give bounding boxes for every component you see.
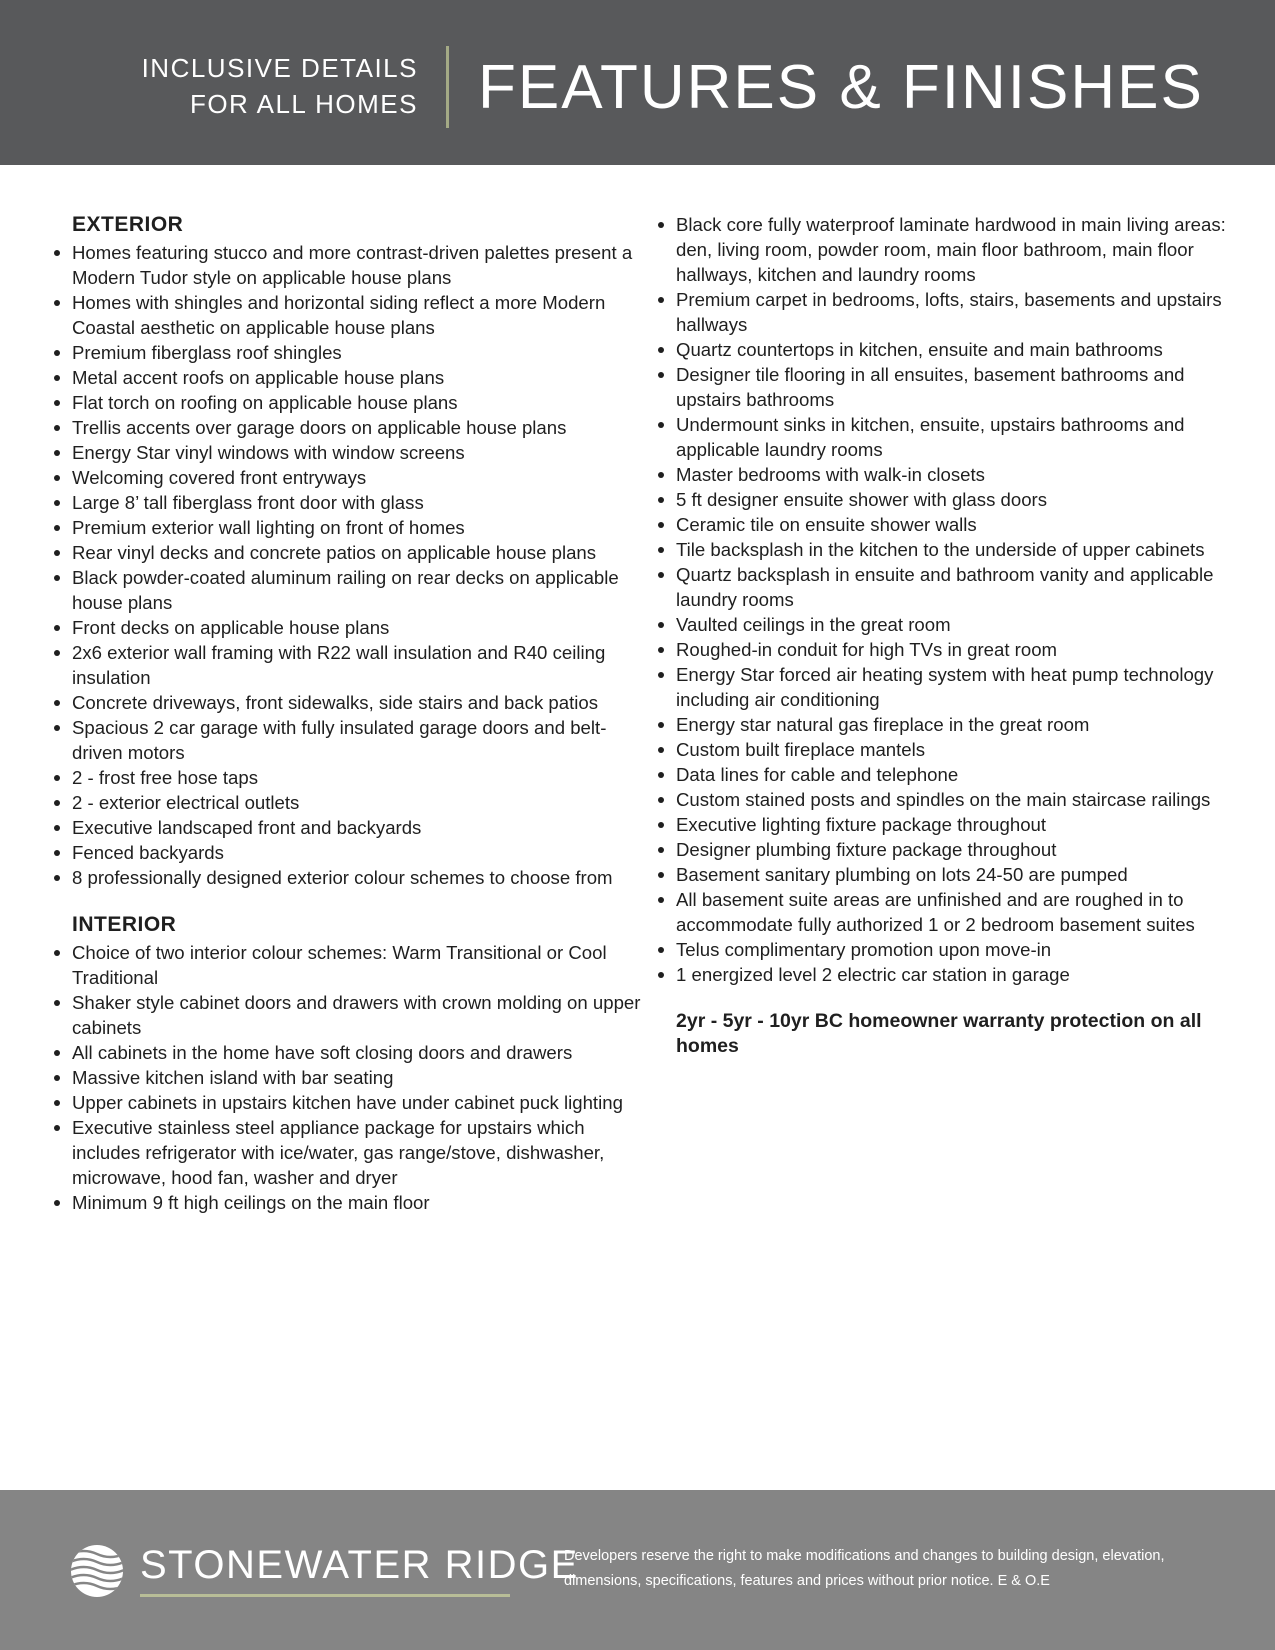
list-item: [52, 465, 642, 490]
list-item-text: Designer tile flooring in all ensuites, basement bathrooms and upstairs bathrooms: [676, 364, 1185, 410]
list-item-text: Homes featuring stucco and more contrast-driven palettes present a Modern Tudor style on applicable house plans: [72, 242, 633, 288]
list-item-text: Concrete driveways, front sidewalks, side stairs and back patios: [72, 692, 599, 713]
bullet-icon: [54, 300, 60, 306]
list-item: [52, 515, 642, 540]
list-item-text: Energy Star vinyl windows with window screens: [72, 442, 465, 463]
left-column: [52, 210, 642, 1215]
list-item-text: Fenced backyards: [72, 842, 224, 863]
bullet-icon: [54, 375, 60, 381]
list-item: [656, 887, 1246, 937]
bullet-icon: [658, 472, 664, 478]
bullet-icon: [54, 875, 60, 881]
exterior-list: [52, 240, 642, 890]
list-item-text: 2x6 exterior wall framing with R22 wall insulation and R40 ceiling insulation: [72, 642, 606, 688]
list-item-text: Front decks on applicable house plans: [72, 617, 390, 638]
list-item-text: All basement suite areas are unfinished and are roughed in to accommodate fully authorized 1 or 2 bedroom basement suites: [676, 889, 1195, 935]
list-item: [656, 937, 1246, 962]
list-item-text: Premium exterior wall lighting on front of homes: [72, 517, 465, 538]
bullet-icon: [54, 1100, 60, 1106]
list-item-text: 1 energized level 2 electric car station in garage: [676, 964, 1070, 985]
bullet-icon: [54, 450, 60, 456]
bullet-icon: [54, 775, 60, 781]
list-item-text: 8 professionally designed exterior colour schemes to choose from: [72, 867, 613, 888]
bullet-icon: [658, 897, 664, 903]
list-item-text: Upper cabinets in upstairs kitchen have under cabinet puck lighting: [72, 1092, 623, 1113]
list-item: [52, 365, 642, 390]
list-item-text: Massive kitchen island with bar seating: [72, 1067, 394, 1088]
bullet-icon: [54, 850, 60, 856]
bullet-icon: [658, 647, 664, 653]
list-item-text: Spacious 2 car garage with fully insulated garage doors and belt-driven motors: [72, 717, 607, 763]
logo-text: STONEWATER RIDGE: [140, 1543, 579, 1587]
list-item-text: Trellis accents over garage doors on applicable house plans: [72, 417, 567, 438]
list-item: [656, 662, 1246, 712]
list-item-text: Premium fiberglass roof shingles: [72, 342, 342, 363]
list-item-text: All cabinets in the home have soft closing doors and drawers: [72, 1042, 573, 1063]
wave-logo-icon: [70, 1544, 124, 1598]
list-item-text: 2 - exterior electrical outlets: [72, 792, 300, 813]
exterior-heading: EXTERIOR: [72, 213, 184, 236]
bullet-icon: [658, 797, 664, 803]
list-item: [52, 865, 642, 890]
bullet-icon: [658, 847, 664, 853]
list-item-text: Premium carpet in bedrooms, lofts, stairs, basements and upstairs hallways: [676, 289, 1222, 335]
bullet-icon: [658, 722, 664, 728]
page-header: [0, 0, 1275, 165]
list-item: [52, 540, 642, 565]
list-item-text: Data lines for cable and telephone: [676, 764, 959, 785]
list-item: [656, 787, 1246, 812]
list-item-text: Welcoming covered front entryways: [72, 467, 367, 488]
bullet-icon: [54, 625, 60, 631]
bullet-icon: [658, 972, 664, 978]
bullet-icon: [54, 1000, 60, 1006]
list-item: [52, 690, 642, 715]
bullet-icon: [658, 672, 664, 678]
list-item-text: Quartz backsplash in ensuite and bathroom vanity and applicable laundry rooms: [676, 564, 1214, 610]
list-item: [52, 815, 642, 840]
interior-heading: INTERIOR: [72, 913, 177, 936]
list-item: [52, 940, 642, 990]
header-subtitle: [98, 50, 418, 122]
bullet-icon: [54, 400, 60, 406]
list-item: [52, 1065, 642, 1090]
list-item: [52, 290, 642, 340]
page-title: FEATURES & FINISHES: [478, 53, 1204, 122]
list-item: [656, 412, 1246, 462]
list-item: [52, 790, 642, 815]
bullet-icon: [658, 822, 664, 828]
page-footer: [0, 1490, 1275, 1650]
list-item-text: Executive lighting fixture package throughout: [676, 814, 1047, 835]
list-item: [52, 565, 642, 615]
bullet-icon: [54, 825, 60, 831]
list-item: [52, 615, 642, 640]
header-subtitle-line1: INCLUSIVE DETAILS: [141, 53, 418, 83]
bullet-icon: [54, 350, 60, 356]
list-item-text: Designer plumbing fixture package throughout: [676, 839, 1057, 860]
list-item: [656, 362, 1246, 412]
list-item: [656, 637, 1246, 662]
list-item: [656, 837, 1246, 862]
bullet-icon: [54, 950, 60, 956]
list-item-text: Ceramic tile on ensuite shower walls: [676, 514, 977, 535]
list-item-text: Shaker style cabinet doors and drawers with crown molding on upper cabinets: [72, 992, 641, 1038]
bullet-icon: [658, 572, 664, 578]
list-item: [52, 990, 642, 1040]
bullet-icon: [54, 575, 60, 581]
list-item: [656, 487, 1246, 512]
list-item-text: Custom built fireplace mantels: [676, 739, 926, 760]
list-item-text: Custom stained posts and spindles on the main staircase railings: [676, 789, 1211, 810]
bullet-icon: [658, 872, 664, 878]
list-item: [656, 812, 1246, 837]
interior-continued-list: [656, 212, 1246, 987]
bullet-icon: [54, 250, 60, 256]
header-divider: [446, 46, 449, 128]
bullet-icon: [54, 550, 60, 556]
list-item-text: Master bedrooms with walk-in closets: [676, 464, 985, 485]
list-item-text: Metal accent roofs on applicable house plans: [72, 367, 445, 388]
bullet-icon: [54, 475, 60, 481]
list-item: [656, 862, 1246, 887]
bullet-icon: [54, 650, 60, 656]
list-item-text: Black core fully waterproof laminate hardwood in main living areas: den, living room, powder room, main floor bathroom, main floor hallways, kitchen and laundry rooms: [676, 214, 1226, 285]
list-item-text: Tile backsplash in the kitchen to the underside of upper cabinets: [676, 539, 1205, 560]
bullet-icon: [658, 522, 664, 528]
list-item-text: Executive stainless steel appliance package for upstairs which includes refrigerator with ice/water, gas range/stove, dishwasher, microwave, hood fan, washer and dryer: [72, 1117, 605, 1188]
bullet-icon: [54, 500, 60, 506]
bullet-icon: [658, 372, 664, 378]
bullet-icon: [658, 947, 664, 953]
list-item-text: Vaulted ceilings in the great room: [676, 614, 951, 635]
bullet-icon: [54, 1125, 60, 1131]
list-item-text: Flat torch on roofing on applicable house plans: [72, 392, 458, 413]
bullet-icon: [658, 622, 664, 628]
bullet-icon: [54, 1200, 60, 1206]
list-item-text: Minimum 9 ft high ceilings on the main floor: [72, 1192, 430, 1213]
list-item: [52, 340, 642, 365]
bullet-icon: [54, 700, 60, 706]
list-item: [656, 512, 1246, 537]
list-item: [656, 212, 1246, 287]
bullet-icon: [54, 525, 60, 531]
bullet-icon: [54, 800, 60, 806]
bullet-icon: [658, 422, 664, 428]
list-item: [656, 612, 1246, 637]
bullet-icon: [658, 297, 664, 303]
right-column: [656, 212, 1246, 1059]
list-item: [656, 737, 1246, 762]
bullet-icon: [658, 222, 664, 228]
list-item: [52, 490, 642, 515]
list-item: [656, 762, 1246, 787]
list-item-text: Homes with shingles and horizontal siding reflect a more Modern Coastal aesthetic on applicable house plans: [72, 292, 606, 338]
bullet-icon: [658, 347, 664, 353]
bullet-icon: [54, 425, 60, 431]
list-item: [656, 537, 1246, 562]
list-item-text: Black powder-coated aluminum railing on rear decks on applicable house plans: [72, 567, 619, 613]
list-item: [52, 1190, 642, 1215]
list-item: [52, 415, 642, 440]
list-item: [656, 562, 1246, 612]
list-item: [52, 1115, 642, 1190]
list-item-text: Telus complimentary promotion upon move-in: [676, 939, 1052, 960]
list-item: [656, 962, 1246, 987]
bullet-icon: [658, 497, 664, 503]
list-item-text: Quartz countertops in kitchen, ensuite and main bathrooms: [676, 339, 1163, 360]
list-item-text: Rear vinyl decks and concrete patios on applicable house plans: [72, 542, 597, 563]
list-item: [656, 337, 1246, 362]
list-item: [52, 640, 642, 690]
list-item-text: Energy star natural gas fireplace in the great room: [676, 714, 1090, 735]
list-item-text: Large 8’ tall fiberglass front door with glass: [72, 492, 424, 513]
logo-underline: [140, 1594, 510, 1597]
list-item-text: Executive landscaped front and backyards: [72, 817, 422, 838]
bullet-icon: [658, 747, 664, 753]
list-item-text: Roughed-in conduit for high TVs in great room: [676, 639, 1058, 660]
list-item: [52, 240, 642, 290]
list-item: [52, 1090, 642, 1115]
bullet-icon: [658, 772, 664, 778]
bullet-icon: [54, 1075, 60, 1081]
header-subtitle-line2: FOR ALL HOMES: [189, 89, 418, 119]
list-item: [52, 715, 642, 765]
list-item-text: 5 ft designer ensuite shower with glass doors: [676, 489, 1048, 510]
list-item: [52, 1040, 642, 1065]
list-item: [656, 462, 1246, 487]
bullet-icon: [658, 547, 664, 553]
list-item: [52, 765, 642, 790]
bullet-icon: [54, 1050, 60, 1056]
list-item-text: Energy Star forced air heating system with heat pump technology including air conditioning: [676, 664, 1214, 710]
list-item-text: 2 - frost free hose taps: [72, 767, 259, 788]
list-item: [656, 712, 1246, 737]
bullet-icon: [54, 725, 60, 731]
list-item: [52, 390, 642, 415]
list-item: [656, 287, 1246, 337]
list-item: [52, 440, 642, 465]
interior-list: [52, 940, 642, 1215]
list-item: [52, 840, 642, 865]
list-item-text: Undermount sinks in kitchen, ensuite, upstairs bathrooms and applicable laundry rooms: [676, 414, 1185, 460]
warranty-note: 2yr - 5yr - 10yr BC homeowner warranty protection on all homes: [676, 1010, 1202, 1057]
list-item-text: Choice of two interior colour schemes: Warm Transitional or Cool Traditional: [72, 942, 607, 988]
disclaimer: Developers reserve the right to make modifications and changes to building design, elevation, dimensions, specifications, features and prices without prior notice. E & O.E: [564, 1548, 1165, 1589]
list-item-text: Basement sanitary plumbing on lots 24-50 are pumped: [676, 864, 1128, 885]
